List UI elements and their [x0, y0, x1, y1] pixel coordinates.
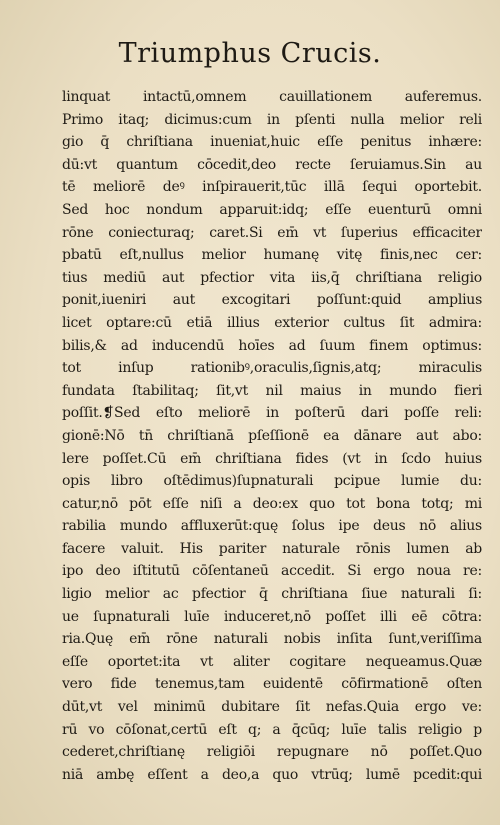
text-line: ria.Quę em̄ rōne naturali nobis inſita ſunt,veriſſima: [62, 631, 482, 648]
text-line: linquat intactū,omnem cauillationem auferemus.: [62, 89, 482, 105]
text-line: tot inſup rationibꝰ,oraculis,ſignis,atq; miraculis: [62, 360, 482, 377]
text-line: eſſe oportet:ita vt aliter cogitare nequeamus.Quæ: [62, 653, 482, 670]
text-line: gio q̄ chriſtiana inueniat,huic eſſe penitus inhære:: [62, 134, 482, 151]
text-line: lere poſſet.Cū em̄ chriſtiana fides (vt in ſcdo huius: [62, 450, 482, 467]
text-line: cederet,chriſtianę religiōi repugnare nō poſſet.Quo: [62, 744, 482, 761]
text-line: facere valuit. His pariter naturale rōnis lumen ab: [62, 540, 482, 557]
text-line: opis libro oſtēdimus)ſupnaturali pcipue lumie du:: [62, 473, 482, 490]
text-line: dūt,vt vel minimū dubitare ſit nefas.Quia ergo ve:: [62, 699, 482, 716]
text-line: rōne coniecturaq; caret.Si em̄ vt ſuperius efficaciter: [62, 224, 482, 241]
text-line: Sed hoc nondum apparuit:idq; eſſe euenturū omni: [62, 201, 482, 218]
text-line: ponit,iueniri aut excogitari poſſunt:quid amplius: [62, 292, 482, 309]
text-line: ue ſupnaturali luīe induceret,nō poſſet illi eē cōtra:: [62, 608, 482, 625]
text-line: bilis,& ad inducendū hoīes ad ſuum finem optimus:: [62, 337, 482, 354]
text-line: tius mediū aut pfectior vita iis,q̄ chriſtiana religio: [62, 269, 482, 286]
running-title: Triumphus Crucis.: [118, 38, 382, 69]
text-line: fundata ſtabilitaq; ſit,vt nil maius in mundo fieri: [62, 382, 482, 399]
body-text: [62, 86, 482, 786]
text-line: poſſit.❡Sed eſto meliorē in poſterū dari poſſe reli:: [62, 405, 482, 422]
text-line: ligio melior ac pfectior q̄ chriſtiana ſiue naturali ſi:: [62, 586, 482, 603]
text-line: vero fide tenemus,tam euidentē cōfirmationē oſten: [62, 676, 482, 693]
text-line: pbatū eſt,nullus melior humanę vitę finis,nec cer:: [62, 247, 482, 264]
text-line: rabilia mundo affluxerūt:quę ſolus ipe deus nō alius: [62, 518, 482, 535]
text-line: rū vo cōſonat,certū eſt q; a q̄cūq; luīe talis religio p: [62, 721, 482, 738]
text-line: licet optare:cū etiā illius exterior cultus ſit admira:: [62, 314, 482, 331]
text-line: catur,nō pōt eſſe niſi a deo:ex quo tot bona totq; mi: [62, 495, 482, 512]
text-line: tē meliorē deꝰ inſpirauerit,tūc illā ſequi oportebit.: [62, 179, 482, 196]
text-line: Primo itaq; dicimus:cum in pſenti nulla melior reli: [62, 111, 482, 128]
text-line: gionē:Nō tn̄ chriſtianā pſeſſionē ea dānare aut abo:: [62, 427, 482, 444]
text-line: dū:vt quantum cōcedit,deo recte ſeruiamus.Sin au: [62, 156, 482, 173]
text-line: niā ambę eſſent a deo,a quo vtrūq; lumē pcedit:qui: [62, 766, 482, 783]
text-line: ipo deo iſtitutū cōſentaneū accedit. Si ergo noua re:: [62, 563, 482, 580]
